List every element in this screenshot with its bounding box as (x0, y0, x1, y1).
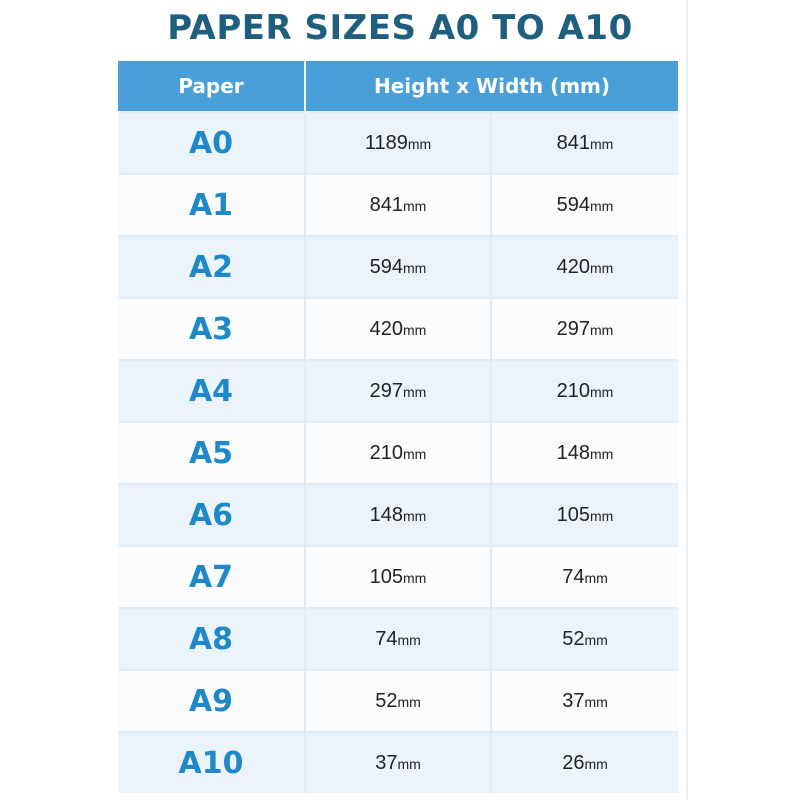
paper-label: A5 (188, 435, 234, 471)
height-value: 37 (375, 751, 398, 774)
width-value: 297 (556, 317, 591, 340)
width-value: 37 (562, 689, 585, 712)
width-cell (491, 546, 678, 608)
paper-label: A6 (188, 497, 234, 533)
header-paper: Paper (118, 61, 305, 112)
unit-label: mm (407, 135, 432, 152)
paper-label: A8 (188, 621, 234, 657)
unit-label: mm (590, 259, 614, 276)
paper-cell (118, 112, 305, 174)
table-header-row (118, 61, 678, 112)
paper-label: A1 (188, 187, 234, 223)
paper-cell (118, 484, 305, 546)
height-value: 594 (369, 255, 404, 278)
table-row (118, 608, 678, 670)
height-value: 420 (369, 317, 404, 340)
height-value: 52 (375, 689, 398, 712)
table-row (118, 360, 678, 422)
table-row (118, 112, 678, 174)
height-value: 297 (369, 379, 404, 402)
height-value: 74 (375, 627, 398, 650)
page-title: PAPER SIZES A0 TO A10 (167, 8, 633, 48)
unit-label: mm (403, 507, 427, 524)
unit-label: mm (584, 755, 608, 772)
unit-label: mm (590, 321, 614, 338)
unit-label: mm (397, 693, 421, 710)
width-cell (491, 732, 678, 793)
unit-label: mm (403, 383, 427, 400)
height-cell (305, 422, 491, 484)
unit-label: mm (403, 445, 427, 462)
table-row (118, 236, 678, 298)
height-cell (305, 546, 491, 608)
width-cell (491, 298, 678, 360)
unit-label: mm (590, 383, 614, 400)
unit-label: mm (590, 507, 614, 524)
height-cell (305, 112, 491, 174)
width-value: 105 (556, 503, 591, 526)
table-row (118, 732, 678, 793)
paper-cell (118, 670, 305, 732)
table-row (118, 670, 678, 732)
width-cell (491, 670, 678, 732)
height-cell (305, 670, 491, 732)
width-cell (491, 174, 678, 236)
table-body (118, 112, 678, 793)
unit-label: mm (403, 569, 427, 586)
unit-label: mm (584, 693, 608, 710)
paper-sizes-table (118, 61, 678, 793)
page-edge-divider (686, 0, 688, 800)
width-value: 52 (562, 627, 585, 650)
paper-cell (118, 360, 305, 422)
unit-label: mm (590, 135, 614, 152)
width-value: 148 (556, 441, 591, 464)
paper-cell (118, 236, 305, 298)
table-row (118, 174, 678, 236)
paper-label: A0 (188, 125, 234, 161)
width-cell (491, 112, 678, 174)
paper-cell (118, 174, 305, 236)
paper-label: A4 (188, 373, 234, 409)
width-value: 594 (556, 193, 591, 216)
paper-label: A7 (188, 559, 234, 595)
paper-cell (118, 422, 305, 484)
paper-label: A10 (178, 745, 244, 781)
table-row (118, 298, 678, 360)
unit-label: mm (403, 321, 427, 338)
unit-label: mm (403, 259, 427, 276)
width-cell (491, 484, 678, 546)
height-cell (305, 608, 491, 670)
unit-label: mm (584, 569, 608, 586)
header-dimensions: Height x Width (mm) (305, 61, 678, 112)
height-cell (305, 732, 491, 793)
width-cell (491, 236, 678, 298)
height-cell (305, 360, 491, 422)
unit-label: mm (584, 631, 608, 648)
height-value: 210 (369, 441, 404, 464)
width-value: 841 (556, 131, 591, 154)
table-row (118, 484, 678, 546)
width-cell (491, 608, 678, 670)
width-value: 26 (562, 751, 585, 774)
width-cell (491, 422, 678, 484)
height-value: 148 (369, 503, 404, 526)
unit-label: mm (397, 755, 421, 772)
paper-label: A9 (188, 683, 234, 719)
height-cell (305, 236, 491, 298)
unit-label: mm (397, 631, 421, 648)
height-value: 105 (369, 565, 404, 588)
height-value: 1189 (364, 131, 408, 154)
table-row (118, 546, 678, 608)
height-value: 841 (369, 193, 404, 216)
paper-cell (118, 298, 305, 360)
width-cell (491, 360, 678, 422)
height-cell (305, 298, 491, 360)
paper-cell (118, 546, 305, 608)
height-cell (305, 484, 491, 546)
width-value: 210 (556, 379, 591, 402)
height-cell (305, 174, 491, 236)
paper-label: A3 (188, 311, 234, 347)
paper-cell (118, 732, 305, 793)
paper-label: A2 (188, 249, 234, 285)
paper-cell (118, 608, 305, 670)
unit-label: mm (403, 197, 427, 214)
unit-label: mm (590, 445, 614, 462)
table-row (118, 422, 678, 484)
width-value: 420 (556, 255, 591, 278)
width-value: 74 (562, 565, 585, 588)
unit-label: mm (590, 197, 614, 214)
